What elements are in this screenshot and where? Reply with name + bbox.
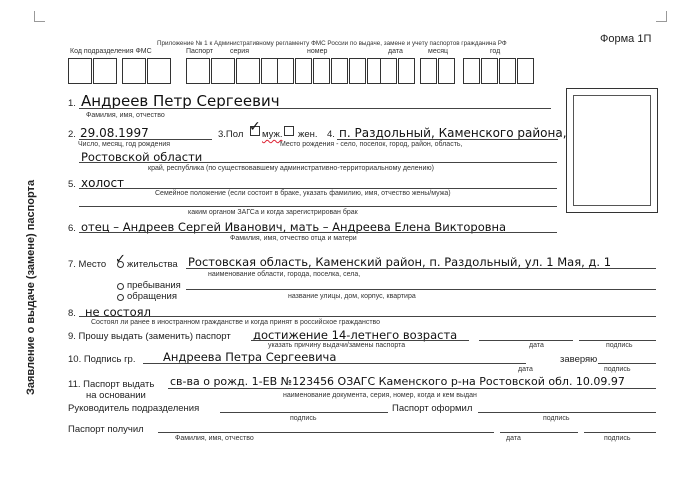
dept-code-label: Код подразделения ФМС [70,48,152,55]
year-cell[interactable] [517,58,534,84]
side-title: Заявление о выдаче (замене) паспорта [25,179,37,395]
year-label: год [490,48,501,55]
sex-male-label: муж. [262,129,283,140]
number-label: номер [307,48,328,55]
year-cell[interactable] [463,58,480,84]
year-cell[interactable] [499,58,516,84]
field-2-number: 2. [68,129,76,140]
passport-label: Паспорт [186,48,214,55]
issue-basis-caption: наименование документа, серия, номер, когда и кем выдан [283,392,477,399]
head-label: Руководитель подразделения [68,403,200,414]
issue-label: 11. Паспорт выдать [68,379,155,390]
residence-check-icon: ✓ [115,251,126,266]
stay-option-label: пребывания [127,280,181,291]
appeal-radio[interactable] [117,294,124,301]
issued-signature-caption: подпись [543,415,570,422]
photo-box [566,88,658,213]
number-cell[interactable] [349,58,366,84]
field-6-number: 6. [68,223,76,234]
date-cell[interactable] [398,58,415,84]
signature-label: 10. Подпись гр. [68,354,136,365]
marital-caption: Семейное положение (если состоит в браке, указать фамилию, имя, отчество жены/мужа) [155,190,451,197]
field-4-number: 4. [327,129,335,140]
stay-radio[interactable] [117,283,124,290]
full-name-value[interactable]: Андреев Петр Сергеевич [81,92,280,110]
marriage-registry-caption: каким органом ЗАГСа и когда зарегистрирован брак [188,209,358,216]
received-date-caption: дата [506,435,521,442]
date-cell[interactable] [380,58,397,84]
month-cell[interactable] [438,58,455,84]
series-cell[interactable] [186,58,210,84]
corner-mark-left [34,11,45,22]
place-label: 7. Место [68,259,107,270]
parents-caption: Фамилия, имя, отчество отца и матери [230,235,357,242]
parents-value[interactable]: отец – Андреев Сергей Иванович, мать – Андреева Елена Викторовна [81,220,507,234]
request-reason-value[interactable]: достижение 14-летнего возраста [253,328,458,342]
number-cell[interactable] [295,58,312,84]
birth-date-value[interactable]: 29.08.1997 [80,126,149,140]
number-cell[interactable] [313,58,330,84]
series-cell[interactable] [211,58,235,84]
number-cell[interactable] [277,58,294,84]
year-cell[interactable] [481,58,498,84]
number-cell[interactable] [331,58,348,84]
date-label: дата [388,48,403,55]
certify-label: заверяю [560,354,598,365]
issued-label: Паспорт оформил [392,403,473,414]
field-1-number: 1. [68,98,76,109]
month-cell[interactable] [420,58,437,84]
request-date-caption: дата [529,342,544,349]
marital-status-value[interactable]: холост [81,176,125,190]
appendix-text: Приложение № 1 к Административному регламенту ФМС России по выдаче, замене и учету паспортов гражданина РФ [157,40,507,47]
residence-option-label: жительства [127,259,178,270]
sex-label: 3.Пол [218,129,244,140]
signature-name-value[interactable]: Андреева Петра Сергеевича [163,350,337,364]
series-label: серия [230,48,249,55]
full-name-caption: Фамилия, имя, отчество [86,112,165,119]
field-8-number: 8. [68,308,76,319]
head-signature-caption: подпись [290,415,317,422]
received-label: Паспорт получил [68,424,144,435]
birth-place-value-2[interactable]: Ростовской области [81,150,203,164]
check-mark-icon: ✓ [249,118,261,134]
birth-place-caption-2: край, республика (по существовавшему административно-территориальному делению) [148,165,434,172]
citizenship-caption: Состоял ли ранее в иностранном гражданстве и когда принят в российское гражданство [91,319,381,326]
corner-mark-right [656,11,667,22]
sex-female-checkbox[interactable] [284,126,294,136]
sex-female-label: жен. [298,129,318,140]
month-label: месяц [428,48,449,55]
field-5-number: 5. [68,179,76,190]
address-value[interactable]: Ростовская область, Каменский район, п. Раздольный, ул. 1 Мая, д. 1 [188,255,612,269]
basis-label: на основании [86,390,146,401]
code-cell[interactable] [93,58,117,84]
form-number: Форма 1П [600,33,652,45]
request-reason-caption: указать причину выдачи/замены паспорта [268,342,406,349]
certify-signature-caption: подпись [604,366,631,373]
certify-date-caption: дата [518,366,533,373]
request-label: 9. Прошу выдать (заменить) паспорт [68,331,231,342]
address-caption-2: название улицы, дом, корпус, квартира [288,293,416,300]
appeal-option-label: обращения [127,291,177,302]
series-cell[interactable] [236,58,260,84]
code-cell[interactable] [122,58,146,84]
issue-basis-value[interactable]: св-ва о рожд. 1-ЕВ №123456 ОЗАГС Каменского р-на Ростовской обл. 10.09.97 [170,375,625,388]
birth-place-caption-1: Место рождения - село, поселок, город, район, область, [280,141,463,148]
code-cell[interactable] [68,58,92,84]
received-signature-caption: подпись [604,435,631,442]
address-caption-1: наименование области, города, поселка, села, [208,271,361,278]
received-fio-caption: Фамилия, имя, отчество [175,435,254,442]
request-signature-caption: подпись [606,342,633,349]
birth-place-value-1[interactable]: п. Раздольный, Каменского района, [339,126,567,140]
code-cell[interactable] [147,58,171,84]
citizenship-value[interactable]: не состоял [85,305,151,319]
birth-date-caption: Число, месяц, год рождения [78,141,171,148]
